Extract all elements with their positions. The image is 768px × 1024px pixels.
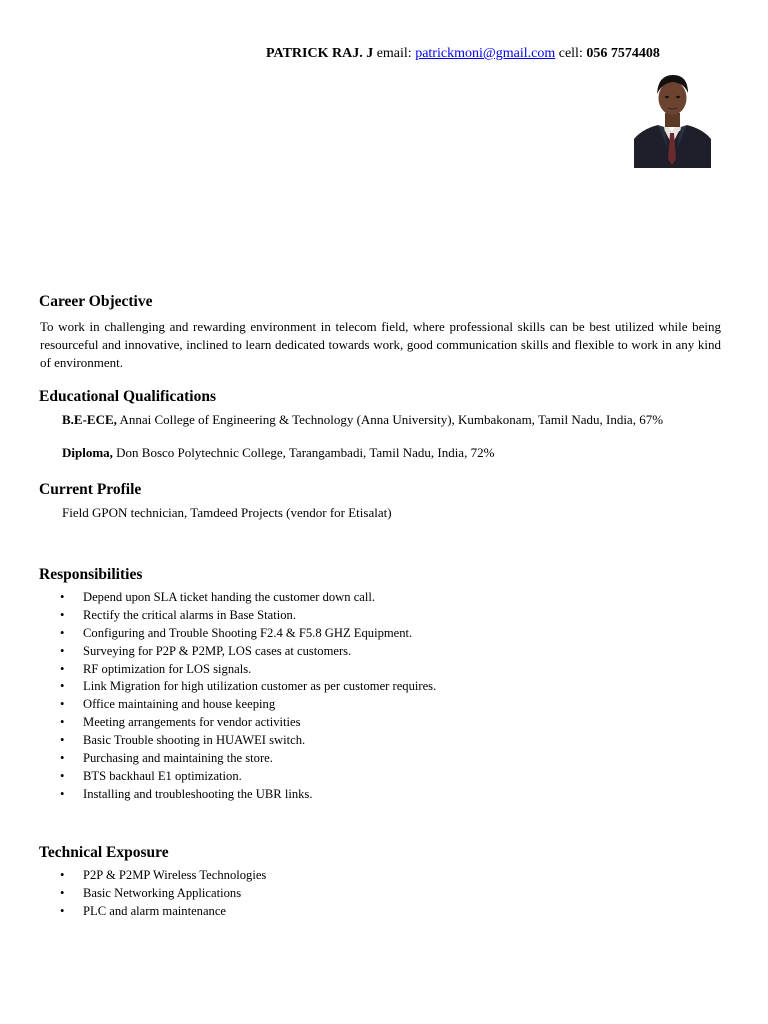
- candidate-name: PATRICK RAJ. J: [266, 46, 374, 61]
- cell-number: 056 7574408: [586, 46, 660, 61]
- list-item: • Configuring and Trouble Shooting F2.4 & F5.8 GHZ Equipment.: [60, 625, 436, 643]
- cell-label: cell:: [558, 46, 583, 61]
- career-objective-heading: Career Objective: [39, 293, 153, 310]
- list-item: • BTS backhaul E1 optimization.: [60, 768, 436, 786]
- bullet-icon: •: [60, 625, 65, 640]
- email-label: email:: [376, 46, 412, 61]
- list-item: • Basic Networking Applications: [60, 885, 266, 903]
- bullet-icon: •: [60, 679, 65, 694]
- degree-details: Annai College of Engineering & Technology (Anna University), Kumbakonam, Tamil Nadu, India, 67%: [119, 412, 664, 427]
- education-item: [62, 445, 494, 461]
- education-item: [62, 412, 663, 428]
- profile-photo: [634, 67, 711, 168]
- degree-label: B.E-ECE,: [62, 412, 117, 427]
- current-profile-heading: Current Profile: [39, 481, 142, 498]
- list-item: • P2P & P2MP Wireless Technologies: [60, 867, 266, 885]
- bullet-icon: •: [60, 751, 65, 766]
- bullet-icon: •: [60, 697, 65, 712]
- list-item: • Meeting arrangements for vendor activities: [60, 714, 436, 732]
- list-item: • Basic Trouble shooting in HUAWEI switch.: [60, 732, 436, 750]
- bullet-icon: •: [60, 643, 65, 658]
- email-link[interactable]: patrickmoni@gmail.com: [415, 46, 556, 61]
- list-item: • Installing and troubleshooting the UBR links.: [60, 786, 436, 804]
- bullet-icon: •: [60, 607, 65, 622]
- career-objective-text: To work in challenging and rewarding environment in telecom field, where professional skills can be best utilized while being resourceful and innovative, inclined to learn dedicated towards work, good communication skills and flexible to work in any kind of environment.: [40, 319, 721, 370]
- bullet-icon: •: [60, 733, 65, 748]
- degree-details: Don Bosco Polytechnic College, Tarangambadi, Tamil Nadu, India, 72%: [116, 445, 495, 460]
- responsibilities-heading: Responsibilities: [39, 566, 143, 583]
- list-item: • Surveying for P2P & P2MP, LOS cases at customers.: [60, 643, 436, 661]
- technical-exposure-list: [60, 867, 266, 921]
- bullet-icon: •: [60, 885, 65, 900]
- contact-header: [266, 46, 660, 62]
- bullet-icon: •: [60, 715, 65, 730]
- responsibilities-list: [60, 589, 436, 804]
- degree-label: Diploma,: [62, 445, 113, 460]
- bullet-icon: •: [60, 903, 65, 918]
- list-item: • Purchasing and maintaining the store.: [60, 750, 436, 768]
- list-item: • Rectify the critical alarms in Base Station.: [60, 607, 436, 625]
- list-item: • RF optimization for LOS signals.: [60, 661, 436, 679]
- list-item: • Depend upon SLA ticket handing the customer down call.: [60, 589, 436, 607]
- current-profile-text: Field GPON technician, Tamdeed Projects (vendor for Etisalat): [62, 505, 392, 520]
- bullet-icon: •: [60, 661, 65, 676]
- bullet-icon: •: [60, 590, 65, 604]
- list-item: • PLC and alarm maintenance: [60, 903, 266, 921]
- education-heading: Educational Qualifications: [39, 388, 216, 405]
- bullet-icon: •: [60, 768, 65, 783]
- bullet-icon: •: [60, 868, 65, 882]
- list-item: • Link Migration for high utilization customer as per customer requires.: [60, 678, 436, 696]
- technical-exposure-heading: Technical Exposure: [39, 844, 169, 861]
- list-item: • Office maintaining and house keeping: [60, 696, 436, 714]
- bullet-icon: •: [60, 786, 65, 801]
- person-portrait-icon: [634, 67, 711, 168]
